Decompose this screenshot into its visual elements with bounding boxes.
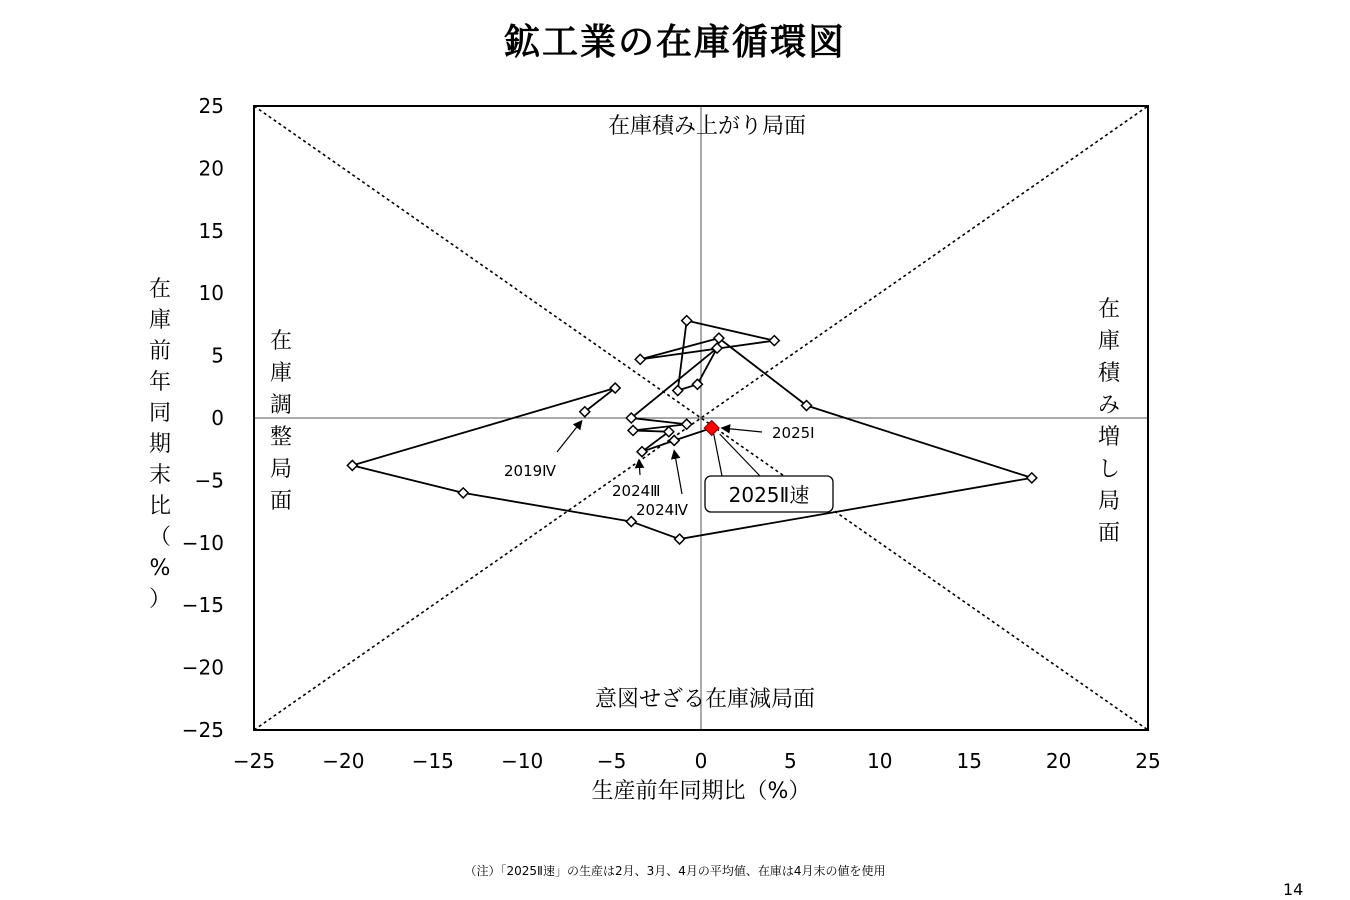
annotation-label: 2024Ⅳ (636, 501, 689, 519)
region-label-left (270, 329, 292, 514)
x-tick-label: −15 (411, 749, 454, 773)
annotation-arrow (722, 428, 762, 432)
vertical-char: 庫 (269, 361, 293, 386)
x-tick-label: 15 (956, 749, 982, 773)
vertical-char: 面 (269, 489, 293, 514)
y-tick-label: −15 (181, 593, 224, 618)
latest-callout-label: 2025Ⅱ速 (728, 483, 810, 507)
annotation-label: 2025Ⅰ (772, 424, 815, 442)
vertical-char: 在 (269, 329, 293, 354)
region-label-right (1098, 297, 1122, 546)
annotation-arrow (674, 450, 682, 494)
vertical-char: 期 (148, 432, 172, 457)
data-point-marker (769, 336, 779, 346)
vertical-char: 末 (148, 463, 172, 488)
y-tick-label: 10 (198, 281, 224, 306)
vertical-char: 整 (269, 425, 293, 450)
x-tick-label: −5 (596, 749, 627, 773)
series-path (352, 321, 1031, 539)
vertical-char: み (1097, 393, 1121, 418)
y-axis-title (149, 277, 171, 612)
vertical-char: 調 (269, 393, 293, 418)
annotation-label: 2024Ⅲ (612, 482, 661, 500)
y-tick-label: 0 (211, 406, 224, 430)
y-tick-label: 15 (198, 218, 224, 243)
vertical-char: 面 (1097, 521, 1121, 546)
y-tick-label: 5 (211, 343, 224, 368)
data-point-marker (628, 425, 638, 435)
vertical-char: 比 (148, 494, 172, 519)
x-tick-label: 10 (867, 749, 893, 773)
data-markers (347, 316, 1036, 544)
y-tick-label: −25 (181, 718, 224, 742)
data-point-marker (682, 316, 692, 326)
y-tick-label: 20 (198, 156, 224, 181)
x-tick-label: −10 (501, 749, 544, 773)
x-tick-label: 5 (784, 749, 797, 773)
region-label-top: 在庫積み上がり局面 (607, 114, 807, 139)
vertical-char: ） (148, 587, 172, 612)
vertical-char: 増 (1097, 425, 1121, 450)
vertical-char: 在 (1097, 297, 1121, 322)
data-point-marker (1027, 473, 1037, 483)
callout-leader-1 (714, 434, 722, 476)
region-label-bottom: 意図せざる在庫減局面 (594, 687, 816, 712)
vertical-char: 庫 (1097, 329, 1121, 354)
vertical-char: 在 (148, 277, 172, 302)
y-tick-label: −20 (181, 655, 224, 680)
y-tick-label: −10 (181, 530, 224, 555)
x-tick-label: 25 (1135, 749, 1161, 773)
series-polyline (352, 321, 1031, 539)
data-point-marker (669, 435, 679, 445)
vertical-char: 局 (1097, 489, 1121, 514)
x-tick-label: 20 (1045, 749, 1072, 773)
vertical-char: し (1097, 457, 1121, 482)
vertical-char: 前 (148, 339, 172, 364)
y-tick-label: −5 (194, 468, 224, 493)
data-point-marker (347, 460, 357, 470)
x-axis-title: 生産前年同期比（%） (591, 779, 811, 804)
vertical-char: 同 (148, 401, 172, 426)
vertical-char: 積 (1097, 361, 1121, 386)
x-tick-label: 0 (694, 749, 708, 773)
vertical-char: （ (148, 525, 172, 550)
x-tick-label: −20 (322, 749, 365, 773)
annotation-arrow (557, 421, 582, 452)
vertical-char: 年 (148, 370, 172, 395)
data-point-marker (673, 386, 683, 396)
data-point-marker (682, 419, 692, 429)
annotation-label: 2019Ⅳ (504, 462, 557, 480)
vertical-char: 局 (269, 457, 293, 482)
vertical-char: % (149, 556, 171, 581)
y-tick-label: 25 (198, 94, 224, 118)
data-point-marker (635, 354, 645, 364)
data-point-marker (626, 517, 636, 527)
x-tick-label: −25 (232, 749, 276, 773)
annotation-arrow (639, 460, 640, 475)
page-number: 14 (1283, 880, 1304, 899)
vertical-char: 庫 (148, 308, 172, 333)
data-point-marker (675, 534, 685, 544)
callout-leader-2 (720, 434, 760, 476)
data-point-marker (458, 488, 468, 498)
footnote: （注）「2025Ⅱ速」の生産は2月、3月、4月の平均値、在庫は4月末の値を使用 (464, 864, 886, 878)
page-title: 鉱工業の在庫循環図 (503, 22, 846, 63)
